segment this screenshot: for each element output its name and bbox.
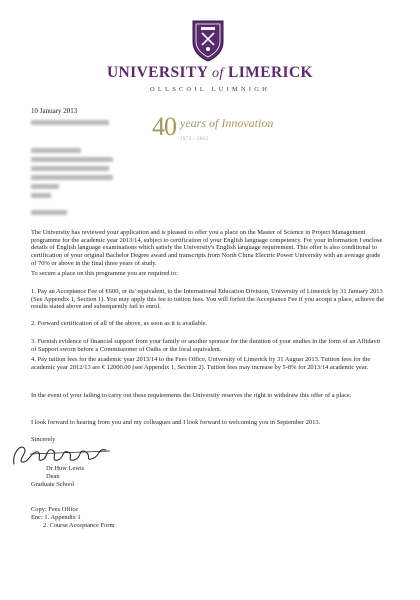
signer-block bbox=[31, 465, 85, 489]
university-name-suffix: LIMERICK bbox=[228, 64, 314, 81]
redacted-line bbox=[31, 193, 51, 198]
paragraph-financial-support: 3. Furnish evidence of financial support from your family or another sponsor for the duration of your studies in the form of an Affidavit of Support sworn before a Commissioner of Oaths or the local equivalent. bbox=[31, 338, 381, 353]
university-name-prefix: UNIVERSITY bbox=[106, 64, 208, 81]
letter-date: 10 January 2013 bbox=[31, 107, 78, 115]
anniversary-number: 40 bbox=[152, 112, 176, 141]
enclosure-2: 2. Course Acceptance Form bbox=[43, 522, 115, 529]
redacted-line bbox=[31, 120, 109, 125]
paragraph-offer: The University has reviewed your application and is pleased to offer you a place on the Master of Science in Project Management programme for the academic year 2013/14, subject to certification of your English language competency. For your information I enclose details of English language examinations which satisfy the University's English language requirement. This offer is also conditional to certification of your original Bachelor Degree award and transcripts from North China Electric Power University with an average grade of 70% or above in the final three years of study. bbox=[31, 229, 383, 267]
signer-name: Dr Huw Lewis bbox=[46, 465, 85, 472]
sign-off: Sincerely bbox=[31, 436, 56, 443]
signer-title: Dean bbox=[46, 473, 60, 480]
anniversary-years: 1972 - 2012 bbox=[180, 137, 209, 142]
redacted-line bbox=[31, 157, 113, 162]
paragraph-acceptance-fee: 1. Pay an Acceptance Fee of €600, or its' equivalent, to the International Education Division, University of Limerick by 31 January 2013 (See Appendix 1, Section 1). You may apply this fee to tuition fees. You will forfeit the Acceptance Fee if you accept a place, achieve the results stated above and subsequently fail to enrol. bbox=[31, 288, 385, 311]
paragraph-closing: I look forward to hearing from you and my colleagues and I look forward to welcoming you in September 2013. bbox=[31, 419, 321, 426]
paragraph-withdrawal: In the event of your failing to carry out these requirements the University reserves the right to withdraw this offer of a place. bbox=[31, 392, 352, 399]
paragraph-tuition-fees: 4. Pay tuition fees for the academic year 2013/14 to the Fees Office, University of Limerick by 31 August 2013. Tuition fees for the academic year 2012/13 are € 12000.00 (see Appendix 1, Section 2). Tuition fees may increase by 5-8% for 2013/14 academic year. bbox=[31, 356, 371, 371]
copy-enclosures bbox=[31, 506, 115, 530]
redacted-line bbox=[31, 166, 109, 171]
redacted-address bbox=[31, 148, 113, 202]
redacted-line bbox=[31, 184, 59, 189]
redacted-line bbox=[31, 175, 113, 180]
anniversary-tagline: years of Innovation bbox=[180, 116, 274, 130]
paragraph-certification: 2. Forward certification of all of the above, as soon as it is available. bbox=[31, 320, 208, 327]
copy-line: Copy: Fees Office bbox=[31, 506, 79, 513]
redacted-line bbox=[31, 148, 81, 153]
university-name bbox=[0, 64, 420, 82]
university-irish-name: OLLSCOIL LUIMNIGH bbox=[149, 86, 271, 93]
university-crest-icon bbox=[190, 18, 226, 62]
redacted-reference bbox=[31, 120, 109, 129]
redacted-line bbox=[31, 210, 67, 215]
anniversary-logo bbox=[152, 112, 273, 142]
paragraph-requirements-intro: To secure a place on this programme you are required to: bbox=[31, 270, 178, 277]
enclosure-1: Enc: 1. Appendix 1 bbox=[31, 514, 81, 521]
handwritten-signature bbox=[10, 438, 120, 468]
signer-school: Graduate School bbox=[31, 481, 75, 488]
redacted-salutation bbox=[31, 210, 67, 219]
university-name-of: of bbox=[212, 66, 224, 81]
